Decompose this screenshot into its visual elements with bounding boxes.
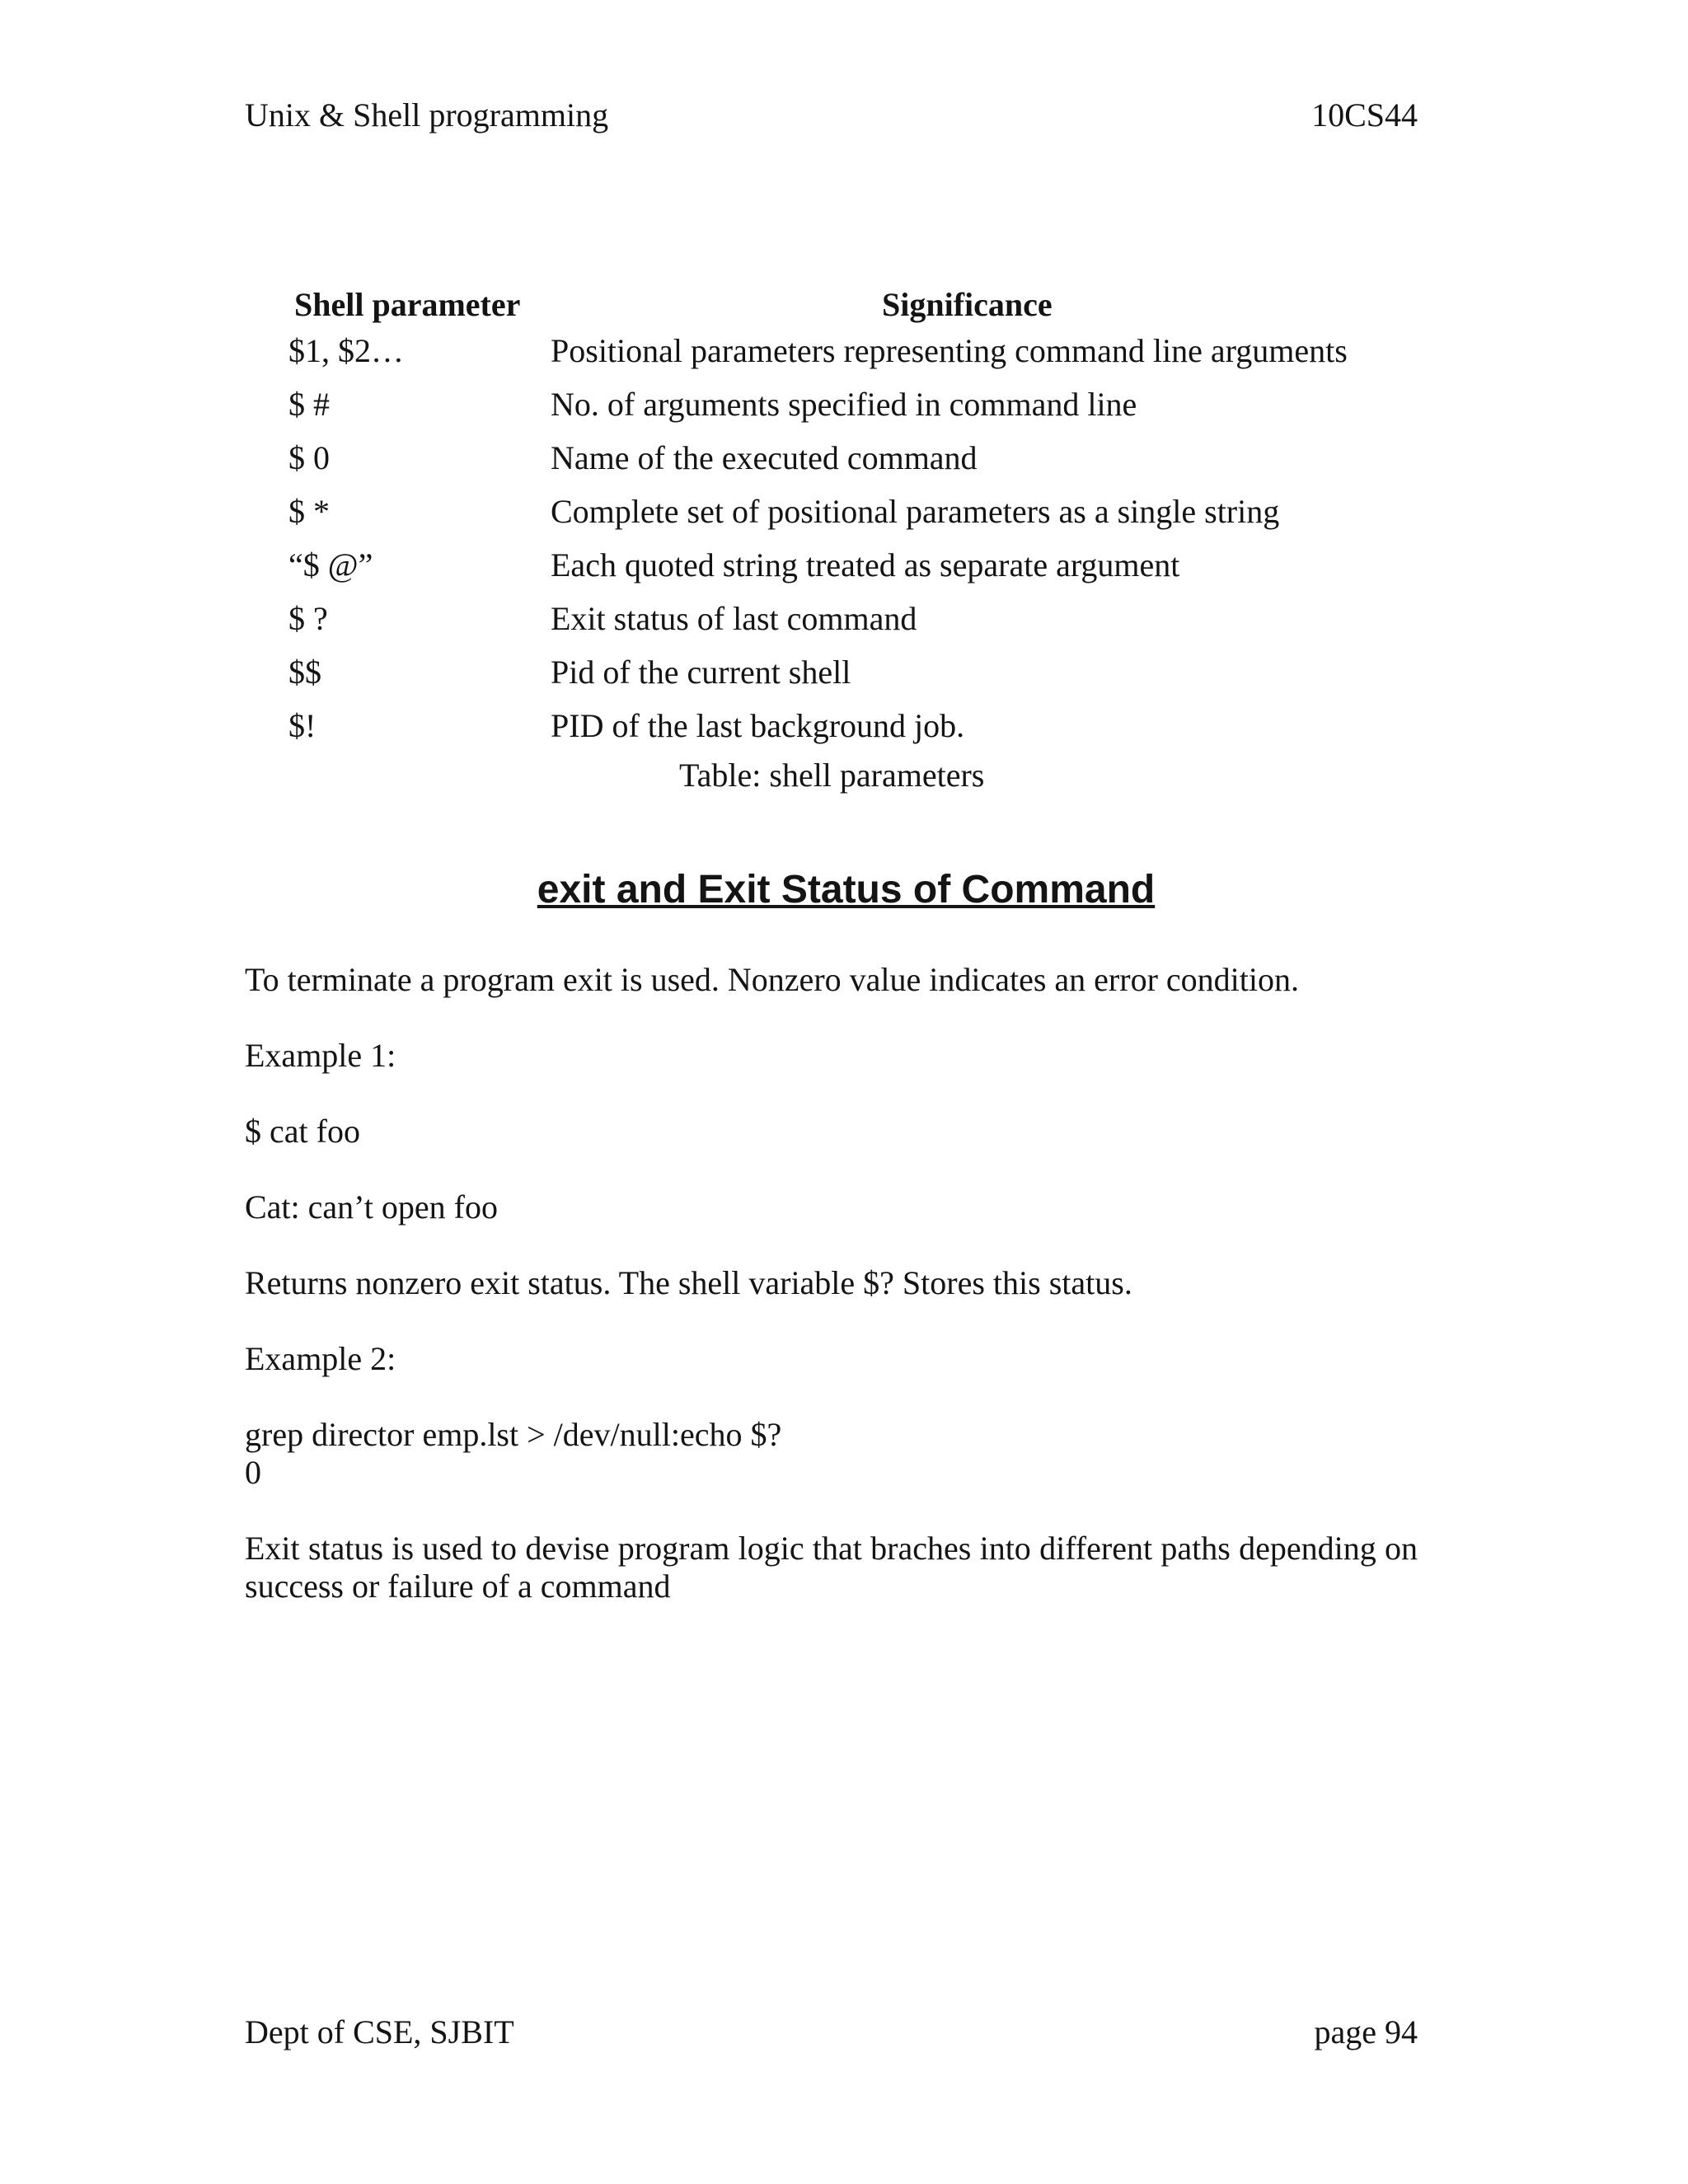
example-1-command: $ cat foo [245, 1113, 360, 1150]
section-heading [0, 867, 1688, 912]
table-caption: Table: shell parameters [679, 757, 985, 794]
table-row [280, 492, 1434, 546]
example-1-output: Cat: can’t open foo [245, 1188, 498, 1226]
department-label: Dept of CSE, SJBIT [245, 2013, 514, 2050]
significance-cell: Complete set of positional parameters as a single string [551, 493, 1280, 530]
table-row [280, 653, 1434, 706]
significance-cell: Positional parameters representing command line arguments [551, 332, 1348, 369]
section-heading-text: exit and Exit Status of Command [537, 868, 1156, 912]
parameter-cell: “$ @” [288, 546, 373, 583]
conclusion-paragraph: Exit status is used to devise program logic that braches into different paths depending on success or failure of a command [245, 1530, 1418, 1605]
column-header-significance: Significance [882, 286, 1053, 323]
example-1-label: Example 1: [245, 1037, 396, 1074]
page-number: page 94 [1314, 2013, 1418, 2050]
table-row [280, 706, 1434, 760]
table-row [280, 546, 1434, 599]
table-row [280, 331, 1434, 385]
example-1-note: Returns nonzero exit status. The shell variable $? Stores this status. [245, 1264, 1132, 1301]
significance-cell: No. of arguments specified in command line [551, 386, 1137, 423]
parameter-cell: $ ? [288, 600, 328, 637]
significance-cell: Pid of the current shell [551, 654, 851, 691]
example-2-command: grep director emp.lst > /dev/null:echo $? [245, 1416, 782, 1453]
parameter-cell: $ * [288, 493, 330, 530]
example-2-output: 0 [245, 1454, 261, 1491]
parameter-cell: $1, $2… [288, 332, 404, 369]
intro-paragraph: To terminate a program exit is used. Nonzero value indicates an error condition. [245, 961, 1299, 998]
table-row [280, 438, 1434, 492]
significance-cell: Each quoted string treated as separate argument [551, 546, 1180, 583]
course-title: Unix & Shell programming [245, 96, 609, 134]
parameter-cell: $$ [288, 654, 321, 691]
page-footer [245, 2013, 1418, 2052]
parameter-cell: $ 0 [288, 439, 330, 476]
column-header-shell-parameter: Shell parameter [294, 286, 521, 323]
parameter-cell: $! [288, 707, 316, 744]
page-header [245, 96, 1418, 135]
table-header [280, 285, 1434, 331]
significance-cell: PID of the last background job. [551, 707, 965, 744]
significance-cell: Name of the executed command [551, 439, 978, 476]
example-2-label: Example 2: [245, 1340, 396, 1377]
table-row [280, 599, 1434, 653]
course-code: 10CS44 [1311, 96, 1418, 134]
table-row [280, 385, 1434, 438]
parameter-cell: $ # [288, 386, 330, 423]
shell-parameter-table [280, 285, 1434, 760]
significance-cell: Exit status of last command [551, 600, 917, 637]
